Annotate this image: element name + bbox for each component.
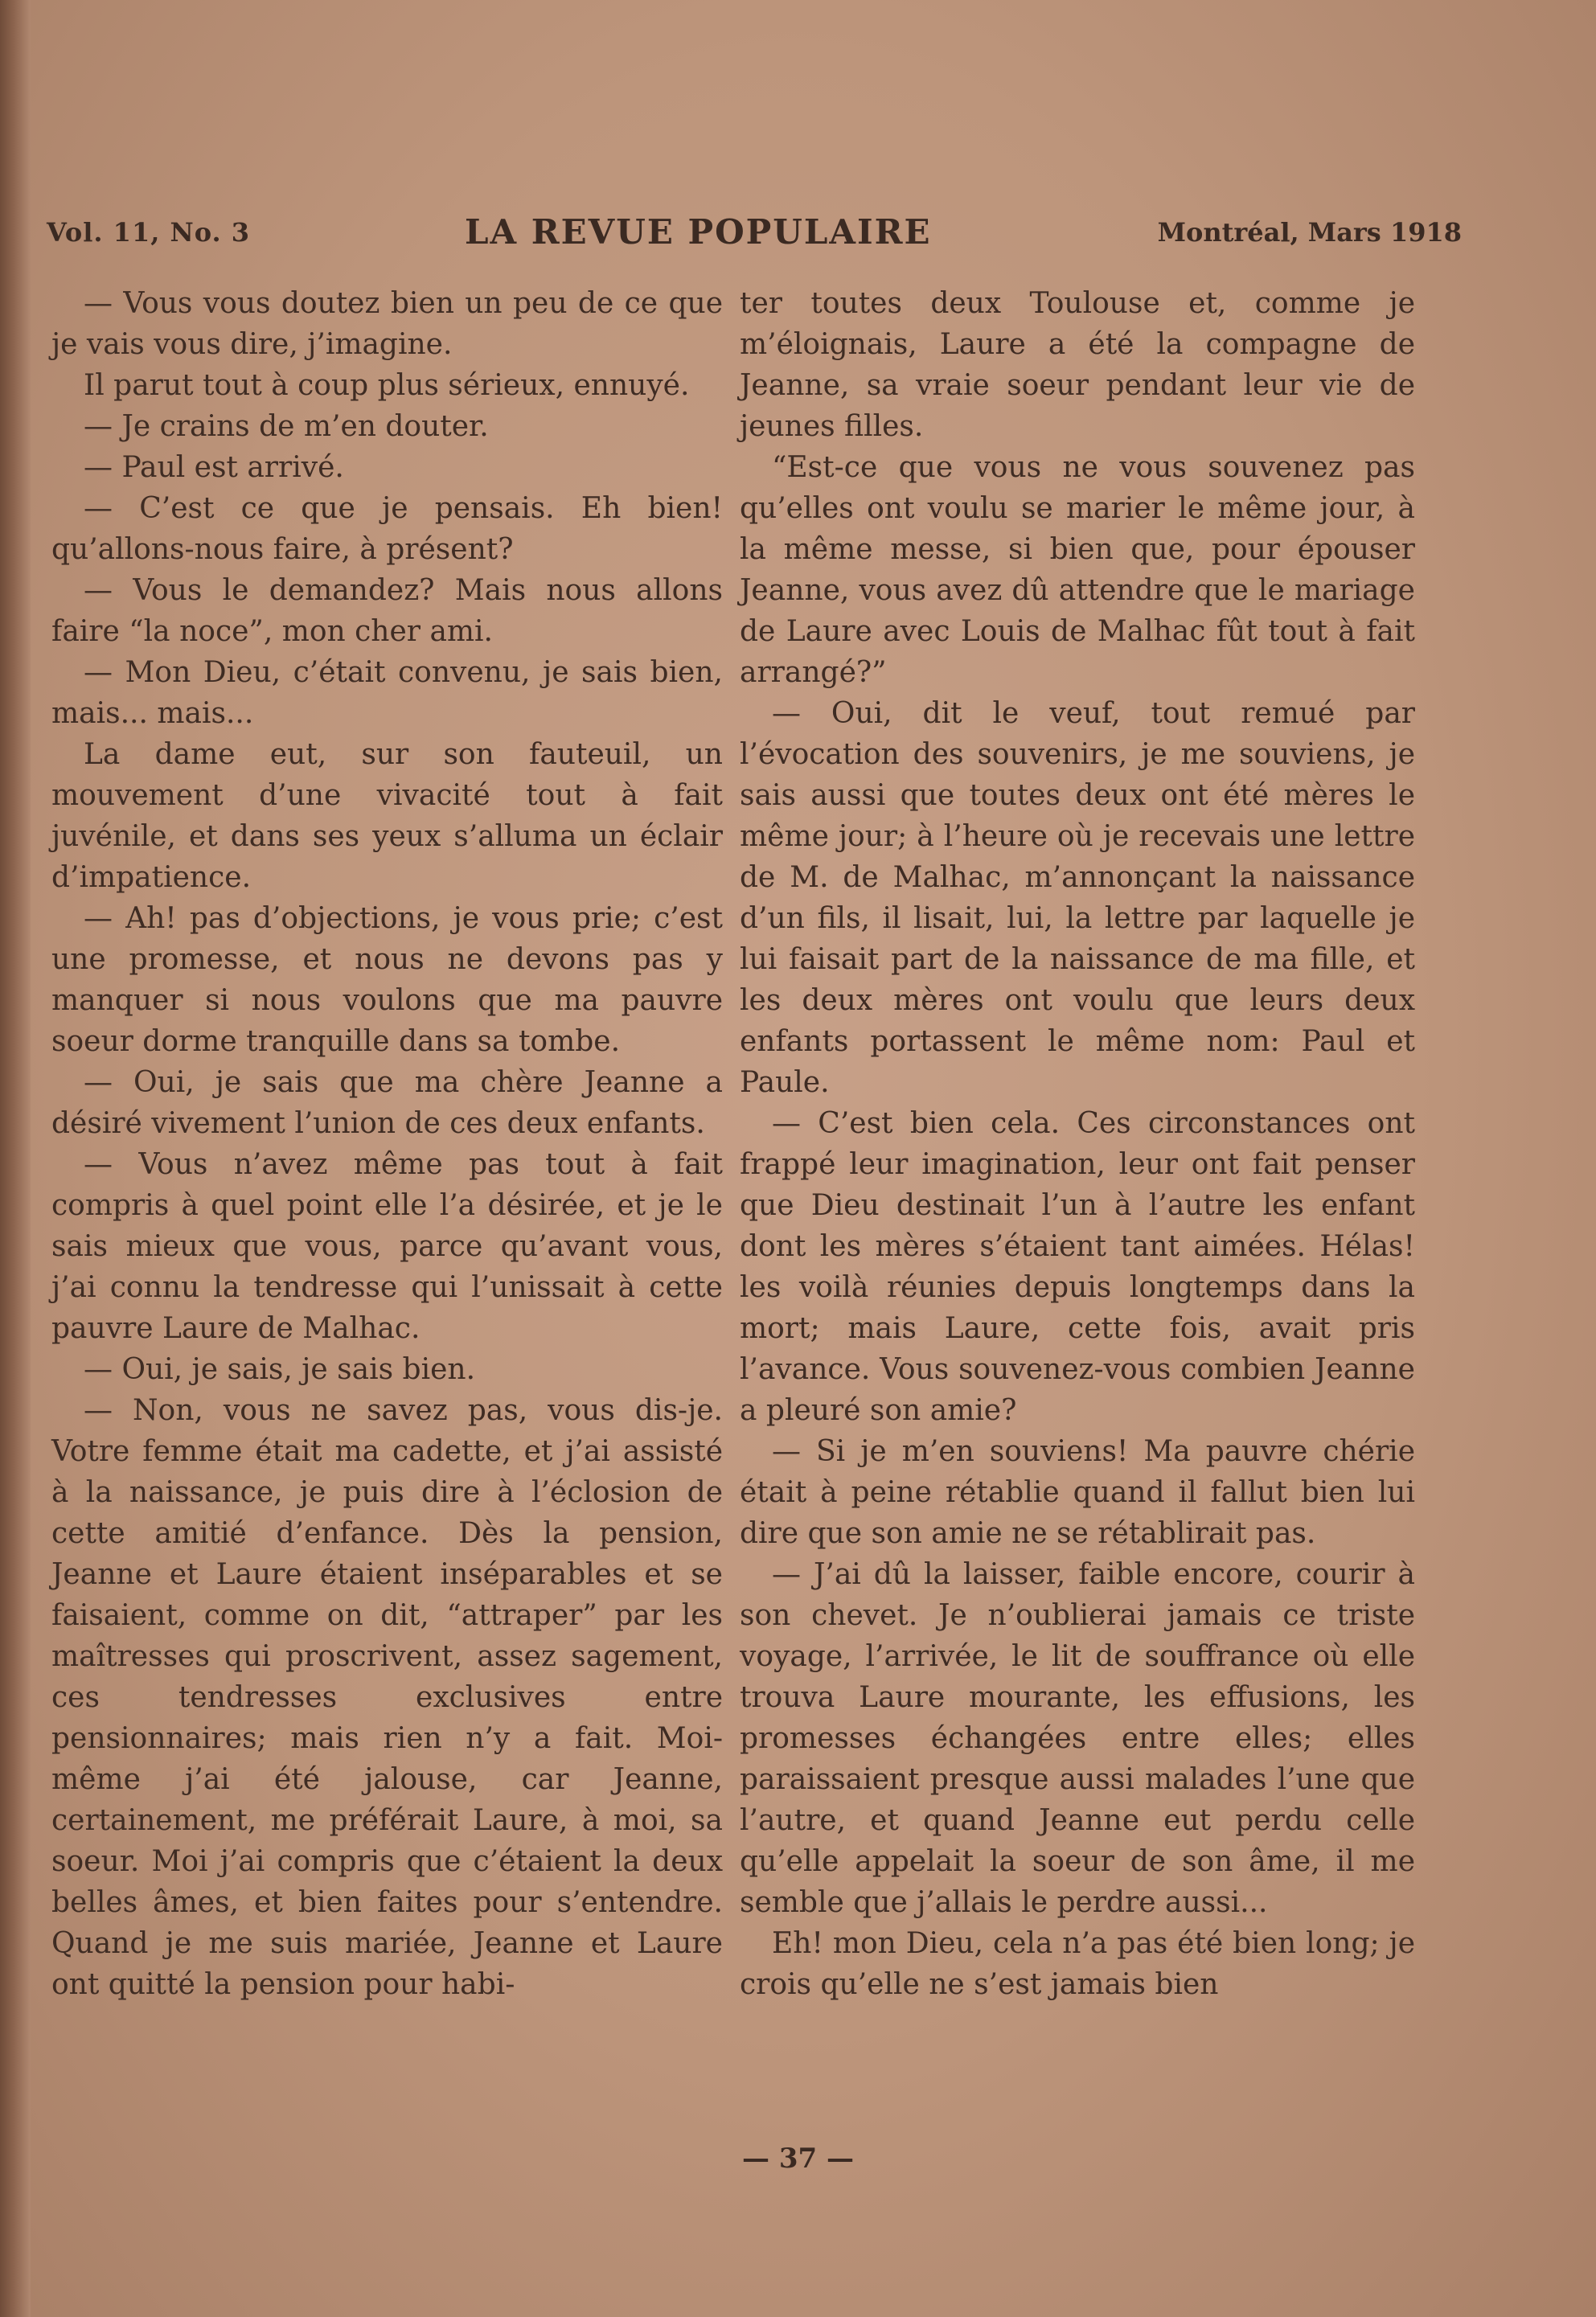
paragraph: La dame eut, sur son fauteuil, un mouvement d’une vivacité tout à fait juvénile, et dans ses yeux s’alluma un éclair d’impatience.	[51, 738, 723, 894]
left-column	[51, 283, 723, 2005]
paragraph: — Mon Dieu, c’était convenu, je sais bien, mais... mais...	[51, 656, 723, 730]
paragraph: — Non, vous ne savez pas, vous dis-je. Votre femme était ma cadette, et j’ai assisté à la naissance, je puis dire à l’éclosion de cette amitié d’enfance. Dès la pension, Jeanne et Laure étaient inséparables et se faisaient, comme on dit, “attraper” par les maîtresses qui proscrivent, assez sagement, ces tendresses exclusives entre pensionnaires; mais rien n’y a fait. Moi-même j’ai été jalouse, car Jeanne, certainement, me préférait Laure, à moi, sa soeur. Moi j’ai compris que c’étaient la deux belles âmes, et bien faites pour s’entendre. Quand je me suis mariée, Jeanne et Laure ont quitté la pension pour habi-	[51, 1394, 723, 2001]
paragraph: — Paul est arrivé.	[84, 451, 344, 484]
binding-edge	[0, 0, 31, 2317]
page-number: — 37 —	[742, 2143, 854, 2175]
paragraph: — Oui, dit le veuf, tout remué par l’évocation des souvenirs, je me souviens, je sais aussi que toutes deux ont été mères le même jour; à l’heure où je recevais une lettre de M. de Malhac, m’annonçant la naissance d’un fils, il lisait, lui, la lettre par laquelle je lui faisait part de la naissance de ma fille, et les deux mères ont voulu que leurs deux enfants portassent le même nom: Paul et Paule.	[740, 697, 1415, 1099]
paragraph: — Oui, je sais que ma chère Jeanne a désiré vivement l’union de ces deux enfants.	[51, 1066, 723, 1140]
paragraph: — Vous le demandez? Mais nous allons faire “la noce”, mon cher ami.	[51, 574, 723, 648]
paragraph: — Vous vous doutez bien un peu de ce que je vais vous dire, j’imagine.	[51, 287, 723, 361]
paragraph: — J’ai dû la laisser, faible encore, courir à son chevet. Je n’oublierai jamais ce triste voyage, l’arrivée, le lit de souffrance où elle trouva Laure mourante, les effusions, les promesses échangées entre elles; elles paraissaient presque aussi malades l’une que l’autre, et quand Jeanne eut perdu celle qu’elle appelait la soeur de son âme, il me semble que j’allais le perdre aussi...	[740, 1558, 1415, 1919]
paragraph: — Je crains de m’en douter.	[84, 410, 489, 443]
page-header	[47, 211, 1462, 259]
paragraph: — Si je m’en souviens! Ma pauvre chérie était à peine rétablie quand il fallut bien lui dire que son amie ne se rétablirait pas.	[740, 1435, 1415, 1550]
paragraph: “Est-ce que vous ne vous souvenez pas qu’elles ont voulu se marier le même jour, à la même messe, si bien que, pour épouser Jeanne, vous avez dû attendre que le mariage de Laure avec Louis de Malhac fût tout à fait arrangé?”	[740, 451, 1415, 689]
paragraph: — C’est ce que je pensais. Eh bien! qu’allons-nous faire, à présent?	[51, 492, 723, 566]
paragraph: Il parut tout à coup plus sérieux, ennuyé.	[84, 369, 690, 402]
place-date: Montréal, Mars 1918	[1157, 217, 1462, 248]
paragraph: — Vous n’avez même pas tout à fait compris à quel point elle l’a désirée, et je le sais mieux que vous, parce qu’avant vous, j’ai connu la tendresse qui l’unissait à cette pauvre Laure de Malhac.	[51, 1148, 723, 1345]
paragraph: — Oui, je sais, je sais bien.	[84, 1353, 476, 1386]
right-column	[740, 283, 1415, 2005]
paragraph: — Ah! pas d’objections, je vous prie; c’est une promesse, et nous ne devons pas y manquer si nous voulons que ma pauvre soeur dorme tranquille dans sa tombe.	[51, 902, 723, 1058]
volume-number: Vol. 11, No. 3	[47, 217, 251, 248]
paragraph: — C’est bien cela. Ces circonstances ont frappé leur imagination, leur ont fait penser que Dieu destinait l’un à l’autre les enfant dont les mères s’étaient tant aimées. Hélas! les voilà réunies depuis longtemps dans la mort; mais Laure, cette fois, avait pris l’avance. Vous souvenez-vous combien Jeanne a pleuré son amie?	[740, 1107, 1415, 1427]
paragraph: ter toutes deux Toulouse et, comme je m’éloignais, Laure a été la compagne de Jeanne, sa vraie soeur pendant leur vie de jeunes filles.	[740, 287, 1415, 443]
paragraph: Eh! mon Dieu, cela n’a pas été bien long; je crois qu’elle ne s’est jamais bien	[740, 1927, 1415, 2001]
journal-title: LA REVUE POPULAIRE	[465, 212, 932, 252]
